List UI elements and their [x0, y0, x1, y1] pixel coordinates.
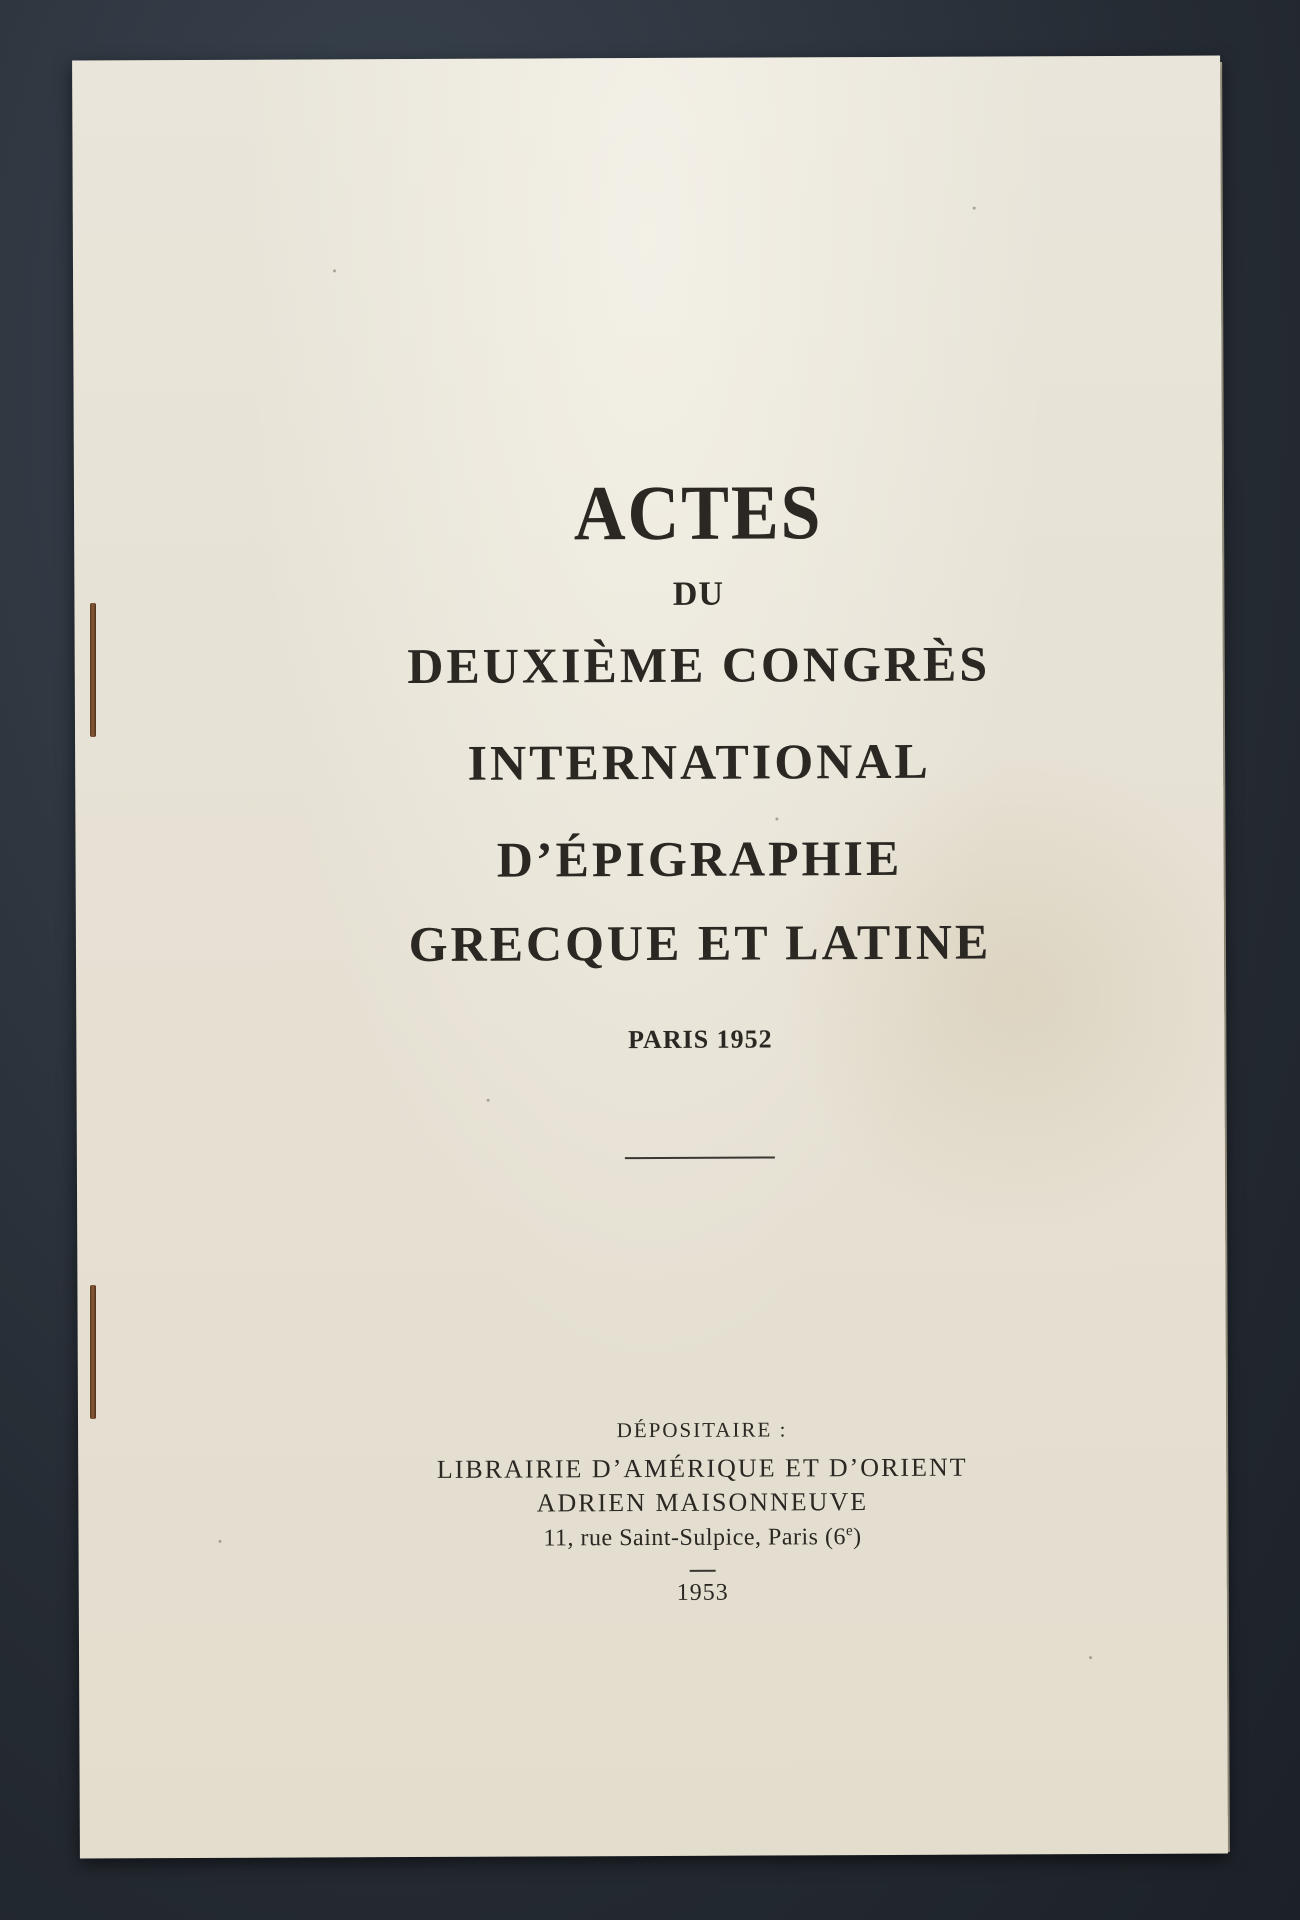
staple-top — [90, 603, 96, 737]
publication-year: 1953 — [676, 1579, 729, 1606]
cover-title-line-1: DEUXIÈME CONGRÈS — [407, 635, 991, 695]
publisher-name: LIBRAIRIE D’AMÉRIQUE ET D’ORIENT — [436, 1452, 968, 1484]
cover-title: ACTES — [573, 468, 823, 557]
publisher-address — [78, 1521, 1300, 1554]
small-divider — [690, 1570, 716, 1572]
paper-speck — [333, 269, 336, 272]
cover-title-du: DU — [672, 575, 725, 613]
address-close: ) — [853, 1524, 862, 1551]
publisher-person: ADRIEN MAISONNEUVE — [536, 1487, 869, 1518]
address-superscript: e — [845, 1523, 854, 1540]
paper-speck — [973, 207, 976, 210]
address-text: 11, rue Saint-Sulpice, Paris (6 — [543, 1524, 847, 1552]
divider-rule — [625, 1156, 775, 1159]
booklet-cover — [72, 56, 1228, 1859]
paper-speck — [775, 817, 778, 820]
cover-title-line-2: INTERNATIONAL — [467, 732, 931, 791]
cover-title-line-4: GRECQUE ET LATINE — [408, 913, 992, 973]
congress-place-date: PARIS 1952 — [628, 1024, 773, 1055]
paper-speck — [487, 1099, 490, 1102]
cover-title-line-3: D’ÉPIGRAPHIE — [496, 829, 903, 888]
depositaire-label: DÉPOSITAIRE : — [616, 1417, 788, 1443]
paper-speck — [1089, 1656, 1092, 1659]
staple-bottom — [90, 1285, 96, 1419]
